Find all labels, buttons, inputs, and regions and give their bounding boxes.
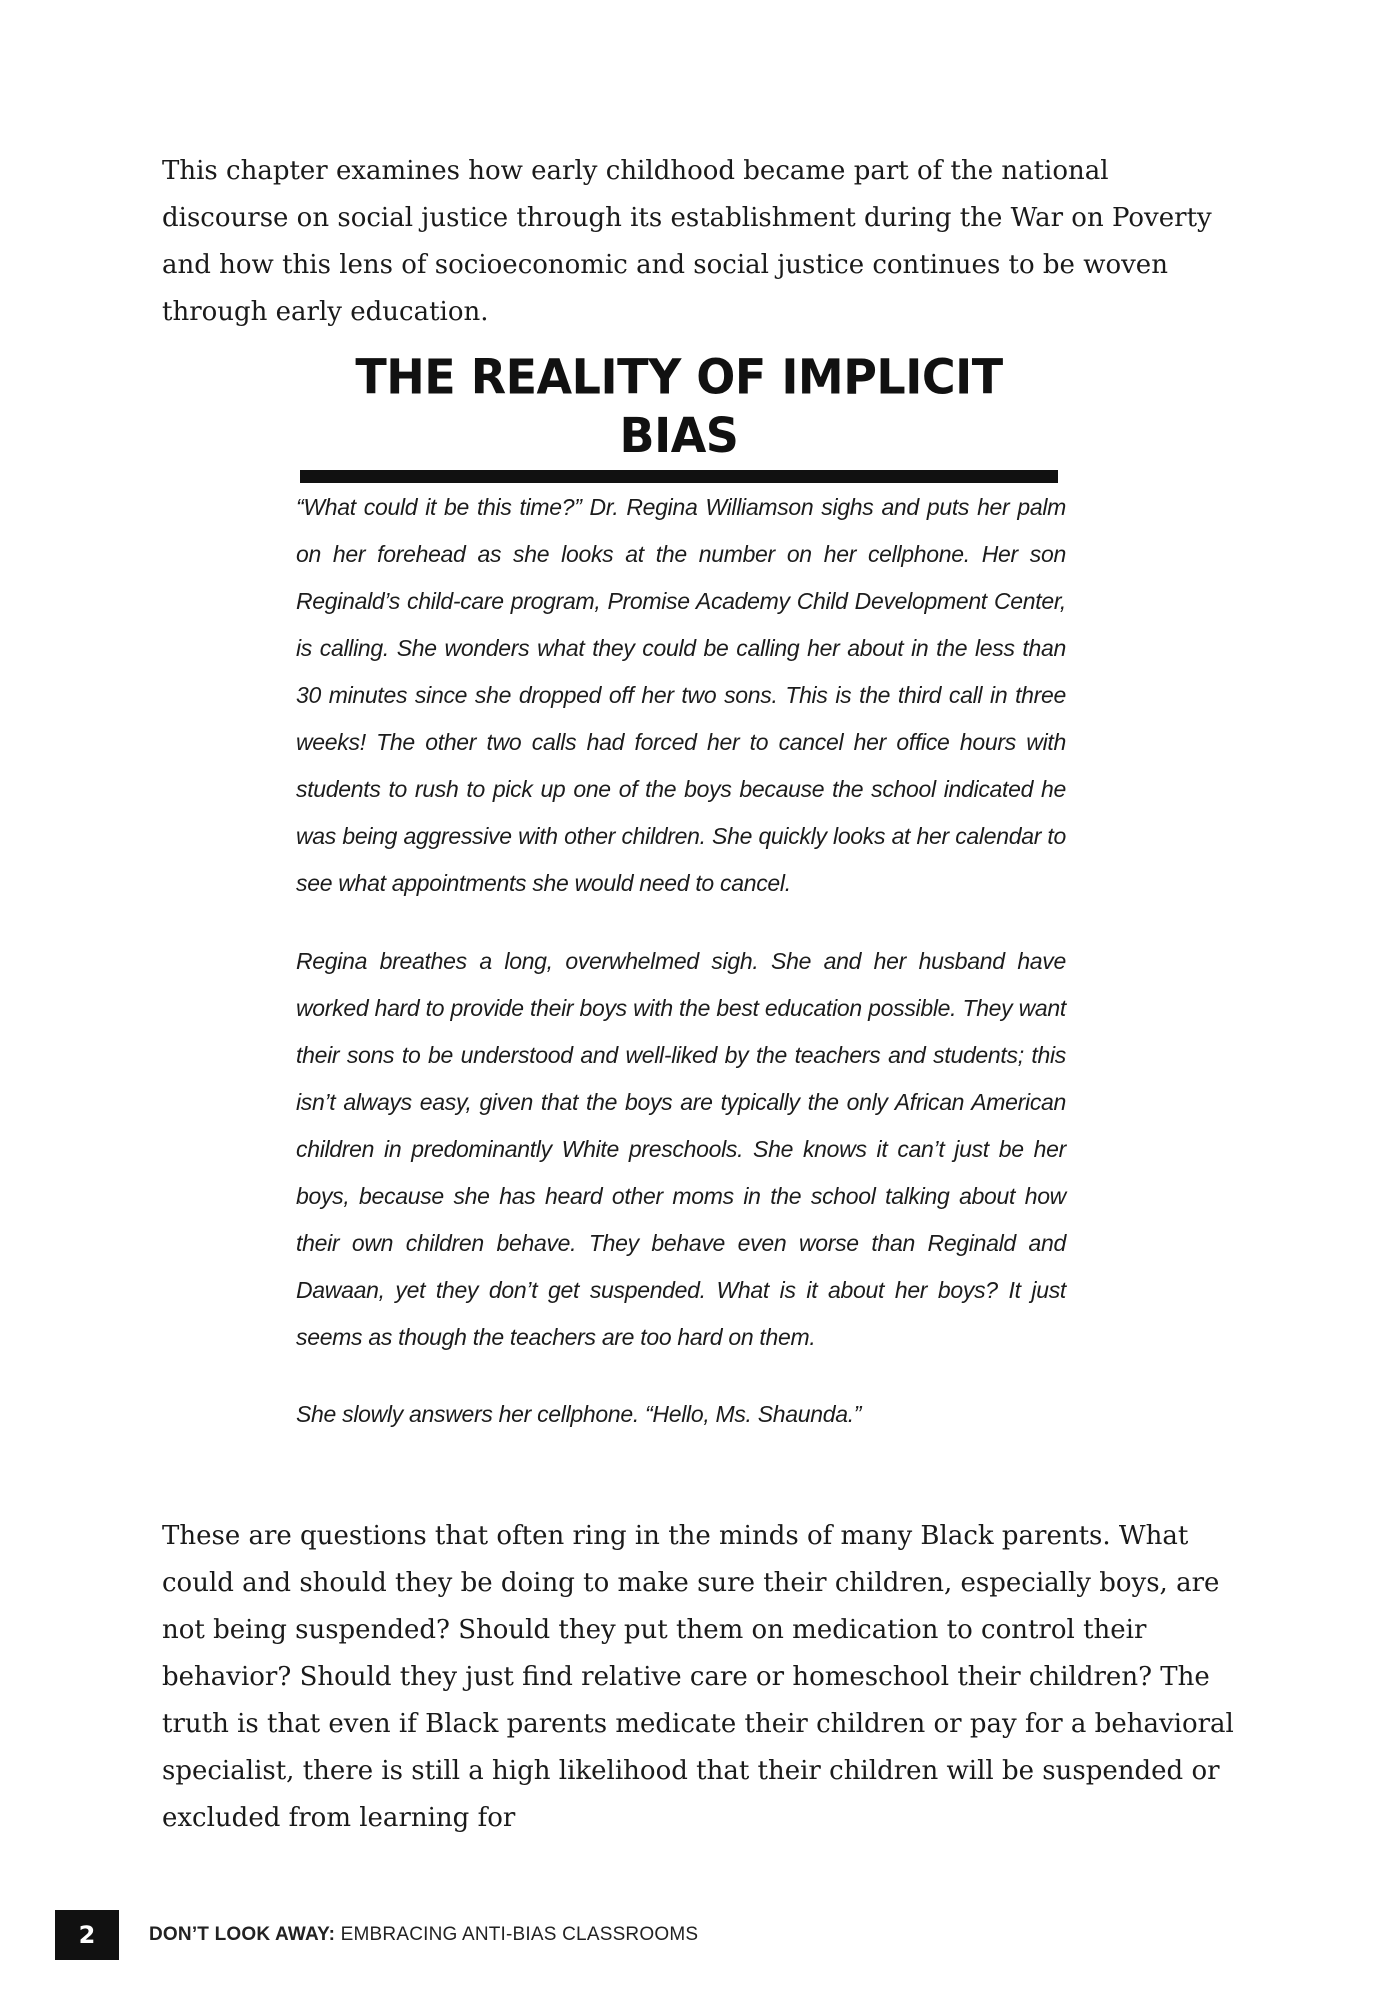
running-head-subtitle: EMBRACING ANTI-BIAS CLASSROOMS — [335, 1924, 699, 1945]
page-number: 2 — [55, 1910, 119, 1960]
section-heading-block — [300, 350, 1058, 483]
heading-underline-rule — [300, 470, 1058, 483]
story-paragraph-3: She slowly answers her cellphone. “Hello, Ms. Shaunda.” — [296, 1401, 862, 1427]
running-head-title: DON’T LOOK AWAY: — [149, 1924, 336, 1945]
closing-paragraph: These are questions that often ring in the minds of many Black parents. What could and should they be doing to make sure their children, especially boys, are not being suspended? Should they put them on medication to control their behavior? Should they just find relative care or homeschool their children? The truth is that even if Black parents medicate their children or pay for a behavioral specialist, there is still a high likelihood that their children will be suspended or excluded from learning for — [162, 1521, 1234, 1833]
intro-paragraph: This chapter examines how early childhood became part of the national discourse on social justice through its establishment during the War on Poverty and how this lens of socioeconomic and social justice continues to be woven through early education. — [162, 156, 1212, 327]
page-footer — [55, 1910, 698, 1960]
story-paragraph-1: “What could it be this time?” Dr. Regina Williamson sighs and puts her palm on her forehead as she looks at the number on her cellphone. Her son Reginald’s child-care program, Promise Academy Child Development Center, is calling. She wonders what they could be calling her about in the less than 30 minutes since she dropped off her two sons. This is the third call in three weeks! The other two calls had forced her to cancel her office hours with students to rush to pick up one of the boys because the school indicated he was being aggressive with other children. She quickly looks at her calendar to see what appointments she would need to cancel. — [296, 494, 1066, 896]
running-head — [149, 1924, 698, 1946]
section-heading: THE REALITY OF IMPLICIT BIAS — [355, 348, 1003, 464]
story-paragraph-2: Regina breathes a long, overwhelmed sigh. She and her husband have worked hard to provide their boys with the best education possible. They want their sons to be understood and well-liked by the teachers and students; this isn’t always easy, given that the boys are typically the only African American children in predominantly White preschools. She knows it can’t just be her boys, because she has heard other moms in the school talking about how their own children behave. They behave even worse than Reginald and Dawaan, yet they don’t get suspended. What is it about her boys? It just seems as though the teachers are too hard on them. — [296, 948, 1066, 1350]
